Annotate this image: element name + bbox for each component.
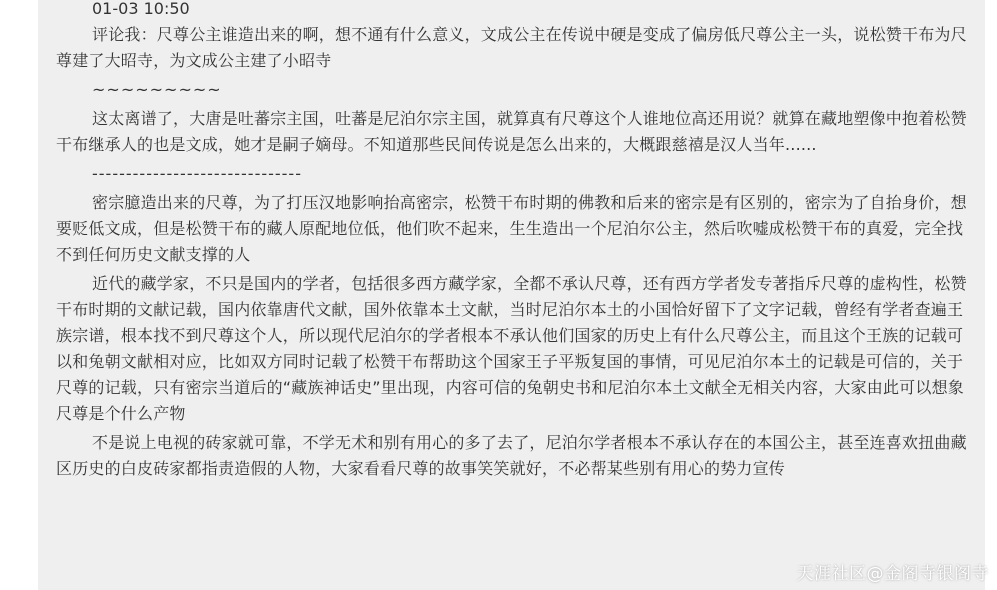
watermark-text: 天涯社区@金阁寺银阁寺 — [796, 564, 989, 584]
post-body — [38, 0, 985, 590]
paragraph-tantric: 密宗臆造出来的尺尊，为了打压汉地影响抬高密宗，松赞干布时期的佛教和后来的密宗是有区别的，密宗为了自抬身价，想要贬低文成，但是松赞干布的藏人原配地位低，他们吹不起来，生生造出一个尼泊尔公主，然后吹嘘成松赞干布的真爱，完全找不到任何历史文献支撑的人 — [56, 193, 967, 264]
paragraph-reply: 这太离谱了，大唐是吐蕃宗主国，吐蕃是尼泊尔宗主国，就算真有尺尊这个人谁地位高还用说？就算在藏地塑像中抱着松赞干布继承人的也是文成，她才是嗣子嫡母。不知道那些民间传说是怎么出来的，大概跟慈禧是汉人当年...... — [56, 109, 967, 154]
left-margin — [0, 0, 38, 590]
paragraph-conclusion: 不是说上电视的砖家就可靠，不学无术和别有用心的多了去了，尼泊尔学者根本不承认存在的本国公主，甚至连喜欢扭曲藏区历史的白皮砖家都指责造假的人物，大家看看尺尊的故事笑笑就好，不必帮某些别有用心的势力宣传 — [56, 433, 967, 478]
separator-dash: ------------------------------- — [92, 164, 302, 183]
post-content — [56, 0, 976, 485]
paragraph-scholars: 近代的藏学家，不只是国内的学者，包括很多西方藏学家，全都不承认尺尊，还有西方学者发专著指斥尺尊的虚构性，松赞干布时期的文献记载，国内依靠唐代文献，国外依靠本土文献，当时尼泊尔本土的小国恰好留下了文字记载，曾经有学者查遍王族宗谱，根本找不到尺尊这个人，所以现代尼泊尔的学者根本不承认他们国家的历史上有什么尺尊公主，而且这个王族的记载可以和兔朝文献相对应，比如双方同时记载了松赞干布帮助这个国家王子平叛复国的事情，可见尼泊尔本土的记载是可信的，关于尺尊的记载，只有密宗当道后的“藏族神话史”里出现，内容可信的兔朝史书和尼泊尔本土文献全无相关内容，大家由此可以想象尺尊是个什么产物 — [56, 274, 967, 423]
right-gutter — [985, 0, 997, 590]
paragraph-comment: 评论我：尺尊公主谁造出来的啊，想不通有什么意义，文成公主在传说中硬是变成了偏房低尺尊公主一头，说松赞干布为尺尊建了大昭寺，为文成公主建了小昭寺 — [56, 25, 967, 70]
post-timestamp: 01-03 10:50 — [92, 0, 190, 18]
separator-tilde: ~~~~~~~~~ — [92, 80, 222, 99]
